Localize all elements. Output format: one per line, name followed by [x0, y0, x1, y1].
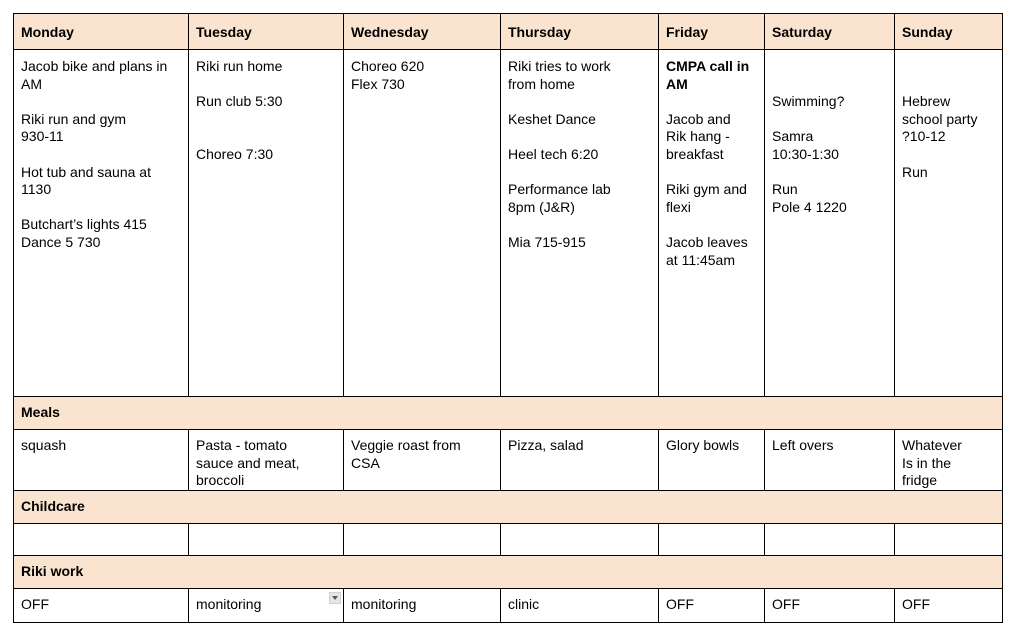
- dropdown-arrow-icon[interactable]: [329, 592, 341, 604]
- event-line: [196, 128, 336, 146]
- meal-line: Glory bowls: [666, 437, 740, 453]
- event-line: [196, 111, 336, 129]
- event-line: Run club 5:30: [196, 93, 283, 110]
- work-cell-wednesday[interactable]: monitoring: [344, 588, 501, 622]
- event-line: Flex 730: [351, 75, 405, 92]
- childcare-cell-tuesday[interactable]: [189, 523, 344, 555]
- events-cell-monday[interactable]: [14, 50, 189, 397]
- event-line: Riki run and gym: [21, 110, 127, 127]
- event-line: Pole 4 1220: [772, 198, 847, 215]
- meal-line: CSA: [351, 454, 380, 471]
- event-line: Heel tech 6:20: [508, 145, 599, 162]
- event-line: Choreo 620: [351, 58, 425, 74]
- event-line: [772, 111, 887, 129]
- event-line: Jacob leaves: [666, 233, 748, 250]
- day-header-thursday[interactable]: Thursday: [501, 14, 659, 50]
- event-line: [508, 128, 651, 146]
- event-line: [902, 76, 995, 94]
- work-value: monitoring: [196, 596, 262, 613]
- event-line: [21, 93, 181, 111]
- meal-line: sauce and meat,: [196, 454, 300, 471]
- meal-cell-monday[interactable]: [14, 430, 189, 491]
- day-header-friday[interactable]: Friday: [659, 14, 765, 50]
- events-cell-saturday[interactable]: [765, 50, 895, 397]
- childcare-section-header[interactable]: Childcare: [14, 490, 1003, 523]
- event-line: Swimming?: [772, 93, 845, 110]
- event-line: ?10-12: [902, 128, 946, 145]
- day-header-tuesday[interactable]: Tuesday: [189, 14, 344, 50]
- event-line: [196, 76, 336, 94]
- event-line: Riki run home: [196, 58, 283, 74]
- childcare-row: [14, 523, 1003, 555]
- event-line: 8pm (J&R): [508, 198, 575, 215]
- event-line: at 11:45am: [666, 251, 736, 268]
- event-line: [772, 164, 887, 182]
- event-line: [902, 146, 995, 164]
- riki-work-row: [14, 588, 1003, 622]
- event-line: [772, 76, 887, 94]
- riki-work-section-row: [14, 555, 1003, 588]
- event-line: Jacob bike and plans in: [21, 58, 168, 74]
- event-line: Mia 715-915: [508, 233, 586, 250]
- event-line: Performance lab: [508, 181, 611, 198]
- work-cell-sunday[interactable]: OFF: [895, 588, 1003, 622]
- childcare-cell-saturday[interactable]: [765, 523, 895, 555]
- event-line: Jacob and: [666, 110, 731, 127]
- event-line: breakfast: [666, 145, 724, 162]
- event-line: Riki gym and: [666, 181, 747, 198]
- event-line: Run: [902, 163, 928, 180]
- meal-cell-wednesday[interactable]: [344, 430, 501, 491]
- event-line-bold: CMPA call in: [666, 58, 750, 74]
- childcare-cell-wednesday[interactable]: [344, 523, 501, 555]
- event-line: [666, 216, 757, 234]
- day-header-sunday[interactable]: Sunday: [895, 14, 1003, 50]
- event-line: [21, 199, 181, 217]
- events-cell-wednesday[interactable]: [344, 50, 501, 397]
- meal-line: Whatever: [902, 437, 962, 453]
- work-cell-thursday[interactable]: clinic: [501, 588, 659, 622]
- day-header-wednesday[interactable]: Wednesday: [344, 14, 501, 50]
- childcare-cell-thursday[interactable]: [501, 523, 659, 555]
- event-line: [666, 164, 757, 182]
- riki-work-section-header[interactable]: Riki work: [14, 555, 1003, 588]
- event-line: Rik hang -: [666, 128, 730, 145]
- event-line: 1130: [21, 181, 52, 198]
- work-cell-friday[interactable]: OFF: [659, 588, 765, 622]
- event-line: [508, 93, 651, 111]
- meal-line: Pizza, salad: [508, 437, 584, 453]
- meal-cell-thursday[interactable]: [501, 430, 659, 491]
- event-line: Samra: [772, 128, 814, 145]
- event-line: [772, 58, 887, 76]
- events-cell-thursday[interactable]: [501, 50, 659, 397]
- meal-line: broccoli: [196, 472, 245, 489]
- event-line-bold: AM: [666, 75, 688, 92]
- childcare-cell-friday[interactable]: [659, 523, 765, 555]
- event-line: AM: [21, 75, 42, 92]
- events-cell-sunday[interactable]: [895, 50, 1003, 397]
- event-line: Run: [772, 181, 798, 198]
- event-line: [666, 93, 757, 111]
- meal-line: Left overs: [772, 437, 834, 453]
- meal-cell-tuesday[interactable]: [189, 430, 344, 491]
- event-line: Keshet Dance: [508, 110, 596, 127]
- event-line: Choreo 7:30: [196, 145, 274, 162]
- event-line: from home: [508, 75, 575, 92]
- event-line: Hebrew: [902, 93, 951, 110]
- weekly-planner-table: [13, 13, 1003, 623]
- event-line: [508, 164, 651, 182]
- events-cell-friday[interactable]: [659, 50, 765, 397]
- events-cell-tuesday[interactable]: [189, 50, 344, 397]
- meal-cell-saturday[interactable]: [765, 430, 895, 491]
- meal-line: fridge: [902, 472, 938, 489]
- day-header-saturday[interactable]: Saturday: [765, 14, 895, 50]
- event-line: [508, 216, 651, 234]
- meal-line: Is in the: [902, 454, 952, 471]
- meal-cell-sunday[interactable]: [895, 430, 1003, 491]
- event-line: [21, 146, 181, 164]
- meal-line: Veggie roast from: [351, 437, 461, 453]
- event-line: Dance 5 730: [21, 233, 101, 250]
- childcare-cell-sunday[interactable]: [895, 523, 1003, 555]
- event-line: Riki tries to work: [508, 58, 611, 74]
- day-header-row: [14, 14, 1003, 50]
- event-line: 930-11: [21, 128, 64, 145]
- event-line: school party: [902, 110, 978, 127]
- event-line: [902, 58, 995, 76]
- childcare-section-row: [14, 490, 1003, 523]
- events-row: [14, 50, 1003, 397]
- event-line: Butchart’s lights 415: [21, 216, 147, 233]
- meals-row: [14, 430, 1003, 491]
- event-line: 10:30-1:30: [772, 145, 839, 162]
- meal-cell-friday[interactable]: [659, 430, 765, 491]
- childcare-cell-monday[interactable]: [14, 523, 189, 555]
- day-header-monday[interactable]: Monday: [14, 14, 189, 50]
- meal-line: squash: [21, 437, 67, 453]
- event-line: flexi: [666, 198, 691, 215]
- meal-line: Pasta - tomato: [196, 437, 288, 453]
- work-cell-tuesday[interactable]: [189, 588, 344, 622]
- meals-section-row: [14, 397, 1003, 430]
- work-cell-monday[interactable]: OFF: [14, 588, 189, 622]
- meals-section-header[interactable]: Meals: [14, 397, 1003, 430]
- work-cell-saturday[interactable]: OFF: [765, 588, 895, 622]
- event-line: Hot tub and sauna at: [21, 163, 151, 180]
